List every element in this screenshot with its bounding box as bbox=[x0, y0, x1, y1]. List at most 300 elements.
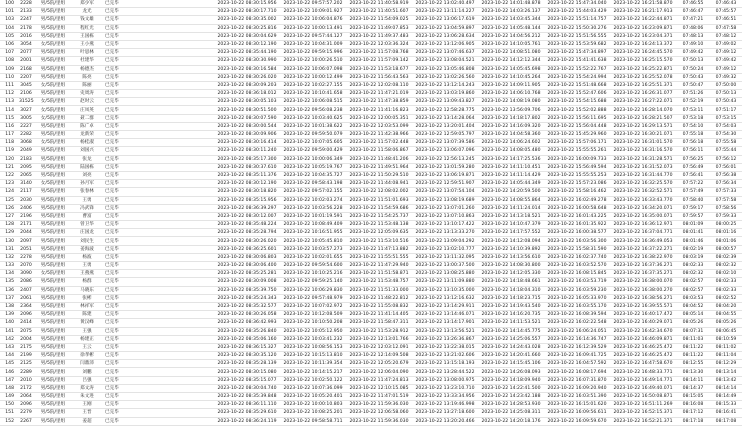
cell-time-3: 2023-10-22 10:02:50.122 bbox=[280, 376, 346, 384]
cell-row-number: 107 bbox=[0, 49, 18, 57]
cell-time-2: 2023-10-22 08:35:11.376 bbox=[214, 171, 280, 179]
cell-row-number: 104 bbox=[0, 24, 18, 32]
cell-category: 女/5院/里组 bbox=[34, 139, 72, 147]
cell-time-2: 2023-10-22 08:36:39.297 bbox=[214, 204, 280, 212]
cell-total-time: 07:51:26 bbox=[676, 90, 710, 98]
cell-bib-number: 2183 bbox=[18, 155, 34, 163]
cell-bib-number: 2064 bbox=[18, 393, 34, 401]
cell-time-2: 2023-10-22 08:35:44.190 bbox=[214, 49, 280, 57]
cell-time-6: 2023-10-22 14:12:08.094 bbox=[478, 237, 544, 245]
cell-name: 王勇 bbox=[72, 196, 102, 204]
cell-status: 已完毕 bbox=[102, 163, 146, 171]
cell-net-time: 08:01:06 bbox=[710, 237, 742, 245]
cell-row-number: 114 bbox=[0, 106, 18, 114]
cell-time-6: 2023-10-22 14:10:47.379 bbox=[478, 221, 544, 229]
cell-time-3: 2023-10-22 10:01:19.591 bbox=[280, 212, 346, 220]
cell-time-8: 2023-10-22 16:31:52.073 bbox=[610, 163, 676, 171]
cell-row-number: 118 bbox=[0, 139, 18, 147]
table-row bbox=[0, 65, 742, 73]
table-row bbox=[0, 335, 742, 343]
cell-time-2: 2023-10-22 08:30:18.820 bbox=[214, 188, 280, 196]
cell-time-4: 2023-10-22 11:42:38.966 bbox=[346, 131, 412, 139]
cell-row-number: 122 bbox=[0, 171, 18, 179]
cell-time-3: 2023-10-22 10:14:15.217 bbox=[280, 368, 346, 376]
cell-time-7: 2023-10-22 15:41:41.638 bbox=[544, 57, 610, 65]
cell-time-5: 2023-10-22 13:00:37.500 bbox=[412, 262, 478, 270]
cell-time-3: 2023-10-22 09:57:02.155 bbox=[280, 188, 346, 196]
cell-time-3: 2023-10-22 10:04:35.727 bbox=[280, 171, 346, 179]
cell-time-4: 2023-10-22 12:06:04.090 bbox=[346, 368, 412, 376]
cell-status: 已完毕 bbox=[102, 98, 146, 106]
cell-time-6: 2023-10-22 14:13:18.521 bbox=[478, 212, 544, 220]
cell-time-2: 2023-10-22 08:30:09.906 bbox=[214, 131, 280, 139]
cell-total-time: 08:01:41 bbox=[676, 229, 710, 237]
cell-time-8: 2023-10-22 16:47:58.670 bbox=[610, 360, 676, 368]
table-row bbox=[0, 262, 742, 270]
cell-net-time: 08:11:04 bbox=[710, 352, 742, 360]
cell-spacer bbox=[146, 40, 214, 48]
cell-name: 闫鼎沛 bbox=[72, 360, 102, 368]
cell-row-number: 140 bbox=[0, 319, 18, 327]
table-row bbox=[0, 171, 742, 179]
cell-time-5: 2023-10-22 13:14:29.911 bbox=[412, 302, 478, 310]
cell-bib-number: 2117 bbox=[18, 188, 34, 196]
cell-name: 姜海波 bbox=[72, 245, 102, 253]
cell-bib-number: 2125 bbox=[18, 360, 34, 368]
cell-time-3: 2023-10-22 10:08:56.153 bbox=[280, 343, 346, 351]
cell-row-number: 142 bbox=[0, 335, 18, 343]
cell-row-number: 100 bbox=[0, 0, 18, 8]
cell-name: 聂二群 bbox=[72, 114, 102, 122]
cell-time-6: 2023-10-22 14:20:18.176 bbox=[478, 417, 544, 425]
cell-time-8: 2023-10-22 16:31:01.570 bbox=[610, 139, 676, 147]
cell-category: 男/5院/里组 bbox=[34, 343, 72, 351]
cell-bib-number: 2086 bbox=[18, 278, 34, 286]
cell-category: 男/5院/里组 bbox=[34, 155, 72, 163]
cell-spacer bbox=[146, 327, 214, 335]
cell-total-time: 07:55:18 bbox=[676, 131, 710, 139]
cell-row-number: 126 bbox=[0, 204, 18, 212]
cell-time-2: 2023-10-22 08:35:17.300 bbox=[214, 155, 280, 163]
cell-spacer bbox=[146, 204, 214, 212]
cell-time-3: 2023-10-22 10:10:25.216 bbox=[280, 270, 346, 278]
cell-time-3: 2023-10-22 09:57:48.979 bbox=[280, 294, 346, 302]
table-row bbox=[0, 73, 742, 81]
cell-time-5: 2023-10-22 13:02:26.560 bbox=[412, 73, 478, 81]
cell-category: 男/5院/里组 bbox=[34, 188, 72, 196]
cell-time-6: 2023-10-22 14:09:11.905 bbox=[478, 81, 544, 89]
cell-time-7: 2023-10-22 16:09:59.670 bbox=[544, 417, 610, 425]
cell-time-2: 2023-10-22 08:30:12.007 bbox=[214, 212, 280, 220]
cell-time-4: 2023-10-22 11:49:51.964 bbox=[346, 163, 412, 171]
cell-status: 已完毕 bbox=[102, 262, 146, 270]
cell-time-5: 2023-10-22 13:14:46.071 bbox=[412, 311, 478, 319]
cell-bib-number: 2065 bbox=[18, 171, 34, 179]
cell-status: 已完毕 bbox=[102, 343, 146, 351]
cell-time-7: 2023-10-22 16:00:58.648 bbox=[544, 204, 610, 212]
cell-net-time: 07:54:03 bbox=[710, 122, 742, 130]
cell-category: 男/5院/里组 bbox=[34, 360, 72, 368]
cell-time-3: 2023-10-22 10:06:29.830 bbox=[280, 286, 346, 294]
cell-status: 已完毕 bbox=[102, 0, 146, 8]
cell-time-8: 2023-10-22 16:37:36.271 bbox=[610, 262, 676, 270]
cell-bib-number: 3027 bbox=[18, 106, 34, 114]
cell-time-4: 2023-10-22 12:14:09.508 bbox=[346, 352, 412, 360]
cell-total-time: 08:11:03 bbox=[676, 335, 710, 343]
cell-time-6: 2023-10-22 14:14:45.775 bbox=[478, 327, 544, 335]
cell-category: 男/5院/里组 bbox=[34, 212, 72, 220]
cell-category: 男/5院/里组 bbox=[34, 73, 72, 81]
cell-status: 已完毕 bbox=[102, 270, 146, 278]
cell-net-time: 08:14:49 bbox=[710, 393, 742, 401]
cell-status: 已完毕 bbox=[102, 90, 146, 98]
cell-total-time: 08:17:12 bbox=[676, 409, 710, 417]
cell-time-3: 2023-10-22 10:05:19.767 bbox=[280, 163, 346, 171]
cell-time-6: 2023-10-22 14:11:14.429 bbox=[478, 171, 544, 179]
cell-time-7: 2023-10-22 16:03:59.230 bbox=[544, 286, 610, 294]
cell-category: 男/5院/里组 bbox=[34, 57, 72, 65]
cell-category: 男/5院/里组 bbox=[34, 294, 72, 302]
table-row bbox=[0, 343, 742, 351]
cell-spacer bbox=[146, 278, 214, 286]
cell-time-5: 2023-10-22 13:19:46.998 bbox=[412, 401, 478, 409]
cell-total-time: 07:50:24 bbox=[676, 65, 710, 73]
cell-status: 已完毕 bbox=[102, 147, 146, 155]
cell-spacer bbox=[146, 352, 214, 360]
cell-time-4: 2023-10-22 12:13:01.766 bbox=[346, 335, 412, 343]
table-row bbox=[0, 188, 742, 196]
cell-time-7: 2023-10-22 16:07:31.870 bbox=[544, 376, 610, 384]
cell-time-3: 2023-10-22 10:05:12.950 bbox=[280, 327, 346, 335]
cell-net-time: 08:02:39 bbox=[710, 253, 742, 261]
cell-time-4: 2023-10-22 11:59:36.030 bbox=[346, 401, 412, 409]
cell-row-number: 108 bbox=[0, 57, 18, 65]
cell-time-8: 2023-10-22 16:21:58.870 bbox=[610, 0, 676, 8]
cell-bib-number: 2414 bbox=[18, 319, 34, 327]
cell-spacer bbox=[146, 24, 214, 32]
cell-spacer bbox=[146, 188, 214, 196]
cell-time-7: 2023-10-22 16:02:37.740 bbox=[544, 253, 610, 261]
cell-name: 马晓东 bbox=[72, 286, 102, 294]
cell-status: 已完毕 bbox=[102, 286, 146, 294]
cell-time-3: 2023-10-22 10:12:08.509 bbox=[280, 311, 346, 319]
cell-time-7: 2023-10-22 16:09:56.611 bbox=[544, 409, 610, 417]
cell-net-time: 07:49:42 bbox=[710, 57, 742, 65]
cell-time-4: 2023-10-22 11:54:25.737 bbox=[346, 212, 412, 220]
cell-time-2: 2023-10-22 08:30:00.544 bbox=[214, 122, 280, 130]
cell-time-3: 2023-10-22 10:06:08.515 bbox=[280, 98, 346, 106]
cell-time-8: 2023-10-22 16:46:25.472 bbox=[610, 343, 676, 351]
cell-spacer bbox=[146, 98, 214, 106]
cell-row-number: 135 bbox=[0, 278, 18, 286]
cell-time-2: 2023-10-22 08:36:18.012 bbox=[214, 90, 280, 98]
cell-net-time: 08:15:33 bbox=[710, 401, 742, 409]
cell-net-time: 07:49:32 bbox=[710, 73, 742, 81]
cell-time-4: 2023-10-22 11:49:07.853 bbox=[346, 24, 412, 32]
cell-time-2: 2023-10-22 08:35:39.750 bbox=[214, 286, 280, 294]
cell-bib-number: 2247 bbox=[18, 16, 34, 24]
cell-time-3: 2023-10-22 10:02:03.274 bbox=[280, 196, 346, 204]
cell-time-2: 2023-10-22 08:30:09.008 bbox=[214, 278, 280, 286]
cell-time-8: 2023-10-22 16:25:52.078 bbox=[610, 73, 676, 81]
cell-time-3: 2023-10-22 10:11:39.354 bbox=[280, 360, 346, 368]
cell-time-8: 2023-10-22 16:33:43.770 bbox=[610, 196, 676, 204]
cell-row-number: 148 bbox=[0, 384, 18, 392]
cell-time-4: 2023-10-22 11:57:09.142 bbox=[346, 57, 412, 65]
cell-name: 朱文进 bbox=[72, 393, 102, 401]
cell-name: 吕强 bbox=[72, 376, 102, 384]
cell-time-3: 2023-10-22 10:08:49.409 bbox=[280, 221, 346, 229]
cell-time-5: 2023-10-22 13:20:01.404 bbox=[412, 122, 478, 130]
cell-net-time: 07:55:58 bbox=[710, 139, 742, 147]
cell-total-time: 07:56:41 bbox=[676, 171, 710, 179]
cell-time-7: 2023-10-22 16:08:15.845 bbox=[544, 270, 610, 278]
cell-spacer bbox=[146, 245, 214, 253]
cell-bib-number: 2168 bbox=[18, 65, 34, 73]
cell-status: 已完毕 bbox=[102, 302, 146, 310]
cell-time-4: 2023-10-22 11:47:24.813 bbox=[346, 376, 412, 384]
cell-name: 史周涛 bbox=[72, 90, 102, 98]
table-row bbox=[0, 302, 742, 310]
cell-time-7: 2023-10-22 15:57:23.086 bbox=[544, 180, 610, 188]
table-row bbox=[0, 90, 742, 98]
cell-category: 男/5院/里组 bbox=[34, 221, 72, 229]
cell-bib-number: 2075 bbox=[18, 327, 34, 335]
cell-time-2: 2023-10-22 08:36:42.993 bbox=[214, 319, 280, 327]
cell-bib-number: 3045 bbox=[18, 81, 34, 89]
cell-time-8: 2023-10-22 16:36:12.971 bbox=[610, 221, 676, 229]
cell-time-8: 2023-10-22 16:24:45.570 bbox=[610, 49, 676, 57]
cell-time-4: 2023-10-22 11:58:06.867 bbox=[346, 147, 412, 155]
cell-category: 男/5院/里组 bbox=[34, 409, 72, 417]
cell-time-6: 2023-10-22 14:10:05.761 bbox=[478, 40, 544, 48]
cell-row-number: 120 bbox=[0, 155, 18, 163]
cell-time-2: 2023-10-22 08:30:26.020 bbox=[214, 73, 280, 81]
table-row bbox=[0, 122, 742, 130]
cell-time-7: 2023-10-22 15:58:16.462 bbox=[544, 188, 610, 196]
cell-time-6: 2023-10-22 14:23:42.188 bbox=[478, 393, 544, 401]
cell-net-time: 07:51:17 bbox=[710, 106, 742, 114]
cell-row-number: 123 bbox=[0, 180, 18, 188]
cell-time-5: 2023-10-22 13:07:54.104 bbox=[412, 188, 478, 196]
cell-total-time: 08:02:57 bbox=[676, 286, 710, 294]
cell-time-2: 2023-10-22 08:36:15.327 bbox=[214, 343, 280, 351]
table-row bbox=[0, 49, 742, 57]
cell-row-number: 132 bbox=[0, 253, 18, 261]
cell-time-5: 2023-10-22 13:28:44.522 bbox=[412, 368, 478, 376]
cell-time-4: 2023-10-22 11:47:21.019 bbox=[346, 90, 412, 98]
cell-spacer bbox=[146, 180, 214, 188]
cell-time-3: 2023-10-22 10:05:45.810 bbox=[280, 237, 346, 245]
cell-time-7: 2023-10-22 16:14:36.747 bbox=[544, 335, 610, 343]
cell-category: 男/5院/里组 bbox=[34, 24, 72, 32]
cell-time-6: 2023-10-22 14:28:53.930 bbox=[478, 401, 544, 409]
cell-net-time: 08:05:26 bbox=[710, 319, 742, 327]
cell-time-7: 2023-10-22 15:51:48.668 bbox=[544, 81, 610, 89]
cell-time-4: 2023-10-22 12:03:12.091 bbox=[346, 343, 412, 351]
cell-time-2: 2023-10-22 08:30:35.120 bbox=[214, 352, 280, 360]
cell-time-8: 2023-10-22 16:42:34.670 bbox=[610, 327, 676, 335]
cell-time-7: 2023-10-22 16:08:17.694 bbox=[544, 368, 610, 376]
cell-row-number: 151 bbox=[0, 409, 18, 417]
cell-net-time: 08:12:29 bbox=[710, 360, 742, 368]
cell-time-7: 2023-10-22 15:56:11.695 bbox=[544, 114, 610, 122]
cell-bib-number: 2096 bbox=[18, 311, 34, 319]
cell-status: 已完毕 bbox=[102, 139, 146, 147]
cell-name: 郑少军 bbox=[72, 0, 102, 8]
cell-spacer bbox=[146, 16, 214, 24]
cell-status: 已完毕 bbox=[102, 245, 146, 253]
cell-category: 男/5院/里组 bbox=[34, 319, 72, 327]
cell-name: 龙光 bbox=[72, 8, 102, 16]
cell-net-time: 07:55:44 bbox=[710, 147, 742, 155]
cell-bib-number: 2227 bbox=[18, 122, 34, 130]
cell-total-time: 07:59:17 bbox=[676, 204, 710, 212]
cell-time-5: 2023-10-22 13:23:10.710 bbox=[412, 384, 478, 392]
cell-status: 已完毕 bbox=[102, 106, 146, 114]
cell-time-3: 2023-10-22 10:03:57.273 bbox=[280, 245, 346, 253]
cell-time-7: 2023-10-22 16:01:43.225 bbox=[544, 212, 610, 220]
table-row bbox=[0, 221, 742, 229]
cell-net-time: 07:56:01 bbox=[710, 163, 742, 171]
cell-time-5: 2023-10-22 13:08:00.975 bbox=[412, 376, 478, 384]
table-row bbox=[0, 311, 742, 319]
cell-time-4: 2023-10-22 11:53:48.138 bbox=[346, 221, 412, 229]
cell-time-5: 2023-10-22 12:58:28.775 bbox=[412, 106, 478, 114]
cell-time-4: 2023-10-22 11:51:33.000 bbox=[346, 286, 412, 294]
cell-category: 男/5院/里组 bbox=[34, 163, 72, 171]
cell-row-number: 138 bbox=[0, 302, 18, 310]
cell-spacer bbox=[146, 237, 214, 245]
cell-net-time: 07:59:33 bbox=[710, 212, 742, 220]
cell-time-3: 2023-10-22 10:00:26.510 bbox=[280, 57, 346, 65]
cell-total-time: 07:56:18 bbox=[676, 139, 710, 147]
cell-status: 已完毕 bbox=[102, 131, 146, 139]
cell-bib-number: 2171 bbox=[18, 221, 34, 229]
cell-time-2: 2023-10-22 08:36:24.119 bbox=[214, 417, 280, 425]
cell-time-3: 2023-10-22 09:56:08.238 bbox=[280, 106, 346, 114]
cell-status: 已完毕 bbox=[102, 171, 146, 179]
cell-time-6: 2023-10-22 14:20:41.660 bbox=[478, 352, 544, 360]
cell-time-7: 2023-10-22 15:56:04.448 bbox=[544, 122, 610, 130]
cell-row-number: 103 bbox=[0, 16, 18, 24]
cell-net-time: 07:46:43 bbox=[710, 0, 742, 8]
cell-bib-number: 3054 bbox=[18, 40, 34, 48]
cell-spacer bbox=[146, 171, 214, 179]
cell-time-4: 2023-10-22 11:48:22.812 bbox=[346, 294, 412, 302]
cell-bib-number: 2096 bbox=[18, 401, 34, 409]
cell-time-2: 2023-10-22 08:35:28.139 bbox=[214, 360, 280, 368]
cell-spacer bbox=[146, 401, 214, 409]
cell-time-5: 2023-10-22 13:11:09.880 bbox=[412, 278, 478, 286]
cell-time-5: 2023-10-22 13:14:17.901 bbox=[412, 319, 478, 327]
cell-time-5: 2023-10-22 13:05:46.808 bbox=[412, 65, 478, 73]
cell-total-time: 08:03:19 bbox=[676, 253, 710, 261]
cell-total-time: 07:56:49 bbox=[676, 163, 710, 171]
cell-time-6: 2023-10-22 14:15:45.106 bbox=[478, 360, 544, 368]
table-row bbox=[0, 278, 742, 286]
cell-category: 男/5院/里组 bbox=[34, 0, 72, 8]
cell-time-3: 2023-10-22 10:06:07.098 bbox=[280, 65, 346, 73]
cell-bib-number: 2001 bbox=[18, 57, 34, 65]
cell-row-number: 112 bbox=[0, 90, 18, 98]
cell-row-number: 139 bbox=[0, 311, 18, 319]
cell-time-2: 2023-10-22 08:30:15.080 bbox=[214, 368, 280, 376]
cell-bib-number: 2030 bbox=[18, 196, 34, 204]
cell-net-time: 07:53:15 bbox=[710, 114, 742, 122]
cell-status: 已完毕 bbox=[102, 8, 146, 16]
table-row bbox=[0, 81, 742, 89]
cell-total-time: 07:57:22 bbox=[676, 180, 710, 188]
cell-spacer bbox=[146, 221, 214, 229]
cell-category: 男/5院/里组 bbox=[34, 286, 72, 294]
cell-time-3: 2023-10-22 10:15:13.810 bbox=[280, 352, 346, 360]
cell-name: 龙新荣 bbox=[72, 131, 102, 139]
cell-category: 女/5院/里组 bbox=[34, 81, 72, 89]
cell-time-4: 2023-10-22 12:06:58.060 bbox=[346, 409, 412, 417]
cell-total-time: 07:50:43 bbox=[676, 73, 710, 81]
cell-name: 郑文涛 bbox=[72, 384, 102, 392]
cell-total-time: 07:50:47 bbox=[676, 81, 710, 89]
cell-time-8: 2023-10-22 16:31:44.770 bbox=[610, 171, 676, 179]
cell-row-number: 121 bbox=[0, 163, 18, 171]
cell-time-8: 2023-10-22 16:37:04.771 bbox=[610, 229, 676, 237]
cell-total-time: 08:17:18 bbox=[676, 417, 710, 425]
cell-time-6: 2023-10-22 14:11:24.014 bbox=[478, 204, 544, 212]
cell-time-4: 2023-10-22 11:55:08.832 bbox=[346, 302, 412, 310]
cell-net-time: 08:06:45 bbox=[710, 327, 742, 335]
cell-spacer bbox=[146, 335, 214, 343]
cell-total-time: 08:04:52 bbox=[676, 302, 710, 310]
cell-bib-number: 2070 bbox=[18, 262, 34, 270]
cell-spacer bbox=[146, 286, 214, 294]
cell-spacer bbox=[146, 57, 214, 65]
cell-status: 已完毕 bbox=[102, 393, 146, 401]
cell-total-time: 07:56:11 bbox=[676, 147, 710, 155]
cell-category: 男/5院/里组 bbox=[34, 253, 72, 261]
cell-time-3: 2023-10-22 10:06:04.876 bbox=[280, 16, 346, 24]
cell-time-8: 2023-10-22 16:37:35.271 bbox=[610, 270, 676, 278]
cell-time-5: 2023-10-22 13:08:04.521 bbox=[412, 57, 478, 65]
cell-status: 已完毕 bbox=[102, 368, 146, 376]
cell-time-5: 2023-10-22 13:12:14.243 bbox=[412, 81, 478, 89]
cell-time-6: 2023-10-22 14:25:06.557 bbox=[478, 335, 544, 343]
cell-status: 已完毕 bbox=[102, 81, 146, 89]
cell-time-8: 2023-10-22 16:39:55.571 bbox=[610, 302, 676, 310]
cell-total-time: 07:48:13 bbox=[676, 32, 710, 40]
cell-status: 已完毕 bbox=[102, 204, 146, 212]
cell-time-6: 2023-10-22 14:18:48.661 bbox=[478, 278, 544, 286]
cell-time-7: 2023-10-22 16:05:33.970 bbox=[544, 294, 610, 302]
cell-time-8: 2023-10-22 16:38:56.271 bbox=[610, 294, 676, 302]
cell-time-7: 2023-10-22 15:55:55.253 bbox=[544, 171, 610, 179]
cell-time-6: 2023-10-22 14:17:57.552 bbox=[478, 229, 544, 237]
cell-time-6: 2023-10-22 14:05:45.698 bbox=[478, 65, 544, 73]
cell-time-6: 2023-10-22 14:13:56.610 bbox=[478, 253, 544, 261]
cell-time-5: 2023-10-22 13:21:02.606 bbox=[412, 352, 478, 360]
cell-time-3: 2023-10-22 10:00:10.803 bbox=[280, 401, 346, 409]
cell-spacer bbox=[146, 229, 214, 237]
cell-spacer bbox=[146, 73, 214, 81]
cell-time-7: 2023-10-22 15:58:31.590 bbox=[544, 245, 610, 253]
cell-status: 已完毕 bbox=[102, 24, 146, 32]
cell-spacer bbox=[146, 131, 214, 139]
cell-time-4: 2023-10-22 11:47:01.519 bbox=[346, 393, 412, 401]
cell-row-number: 119 bbox=[0, 147, 18, 155]
cell-status: 已完毕 bbox=[102, 49, 146, 57]
cell-time-2: 2023-10-22 08:30:30.990 bbox=[214, 57, 280, 65]
cell-time-5: 2023-10-22 13:09:04.292 bbox=[412, 237, 478, 245]
